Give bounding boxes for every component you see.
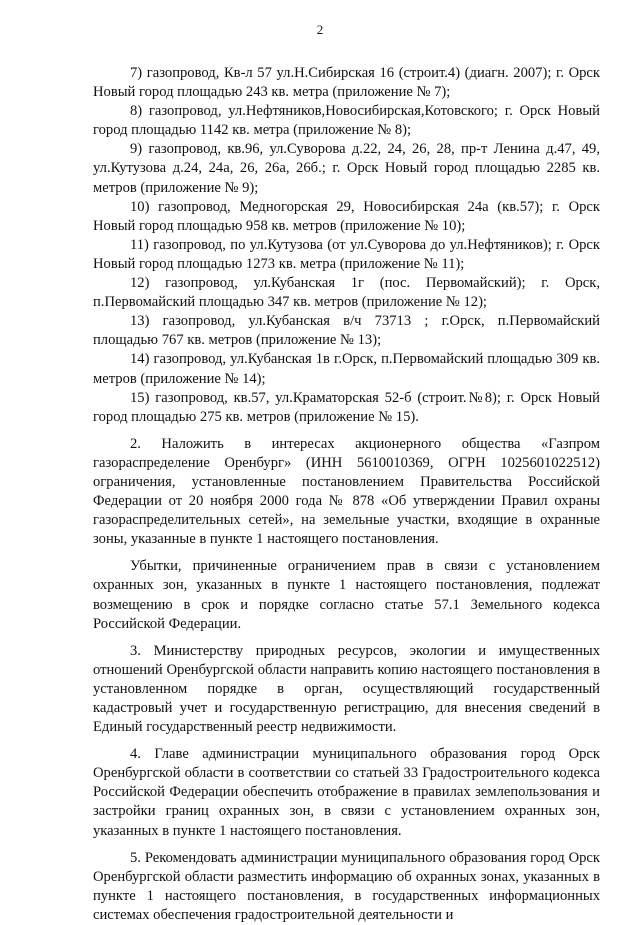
clause-5: 5. Рекомендовать администрации муниципального образования город Орск Оренбургской области разместить информацию об охранных зонах, указанных в пункте 1 настоящего постановления, в государственных информационных системах обеспечения градостроительной деятельности и: [93, 849, 600, 923]
page-number: 2: [316, 22, 324, 37]
list-item-7: 7) газопровод, Кв-л 57 ул.Н.Сибирская 16 (строит.4) (диагн. 2007); г. Орск Новый город площадью 243 кв. метра (приложение № 7);: [93, 65, 600, 101]
list-item-15: 15) газопровод, кв.57, ул.Краматорская 52-б (строит.№8); г. Орск Новый город площадью 275 кв. метров (приложение № 15).: [93, 389, 600, 425]
clause-4: 4. Главе администрации муниципального образования город Орск Оренбургской области в соответствии со статьей 33 Градостроительного кодекса Российской Федерации обеспечить отображение в правилах землепользования и застройки границ охранных зон, в связи с установлением охранных зон, указанных в пункте 1 настоящего постановления.: [93, 746, 600, 839]
list-item-9: 9) газопровод, кв.96, ул.Суворова д.22, 24, 26, 28, пр-т Ленина д.47, 49, ул.Кутузова д.24, 24а, 26, 26а, 26б.; г. Орск Новый город площадью 2285 кв. метров (приложение № 9);: [93, 141, 600, 196]
clause-3: 3. Министерству природных ресурсов, экологии и имущественных отношений Оренбургской области направить копию настоящего постановления в установленном порядке в орган, осуществляющий государственный кадастровый учет и государственную регистрацию, для внесения сведений в Единый государственный реестр недвижимости.: [93, 642, 600, 736]
clause-2: 2. Наложить в интересах акционерного общества «Газпром газораспределение Оренбург» (ИНН 5610010369, ОГРН 1025601022512) ограничения, установленные постановлением Правительства Российской Федерации от 20 ноября 2000 года № 878 «Об утверждении Правил охраны газораспределительных сетей», на земельные участки, входящие в охранные зоны, указанные в пункте 1 настоящего постановления.: [93, 435, 600, 548]
list-item-8: 8) газопровод, ул.Нефтяников,Новосибирская,Котовского; г. Орск Новый город площадью 1142 кв. метра (приложение № 8);: [93, 103, 600, 139]
list-item-10: 10) газопровод, Медногорская 29, Новосибирская 24а (кв.57); г. Орск Новый город площадью 958 кв. метров (приложение № 10);: [93, 198, 600, 234]
document-body: [93, 64, 600, 925]
list-item-12: 12) газопровод, ул.Кубанская 1г (пос. Первомайский); г. Орск, п.Первомайский площадью 347 кв. метров (приложение № 12);: [93, 275, 600, 311]
clause-2-losses: Убытки, причиненные ограничением прав в связи с установлением охранных зон, указанных в пункте 1 настоящего постановления, подлежат возмещению в срок и порядке согласно статье 57.1 Земельного кодекса Российской Федерации.: [93, 558, 600, 632]
list-item-14: 14) газопровод, ул.Кубанская 1в г.Орск, п.Первомайский площадью 309 кв. метров (приложение № 14);: [93, 351, 600, 387]
list-item-13: 13) газопровод, ул.Кубанская в/ч 73713 ; г.Орск, п.Первомайский площадью 767 кв. метров (приложение № 13);: [93, 313, 600, 349]
list-item-11: 11) газопровод, по ул.Кутузова (от ул.Суворова до ул.Нефтяников); г. Орск Новый город площадью 1273 кв. метра (приложение № 11);: [93, 236, 600, 272]
